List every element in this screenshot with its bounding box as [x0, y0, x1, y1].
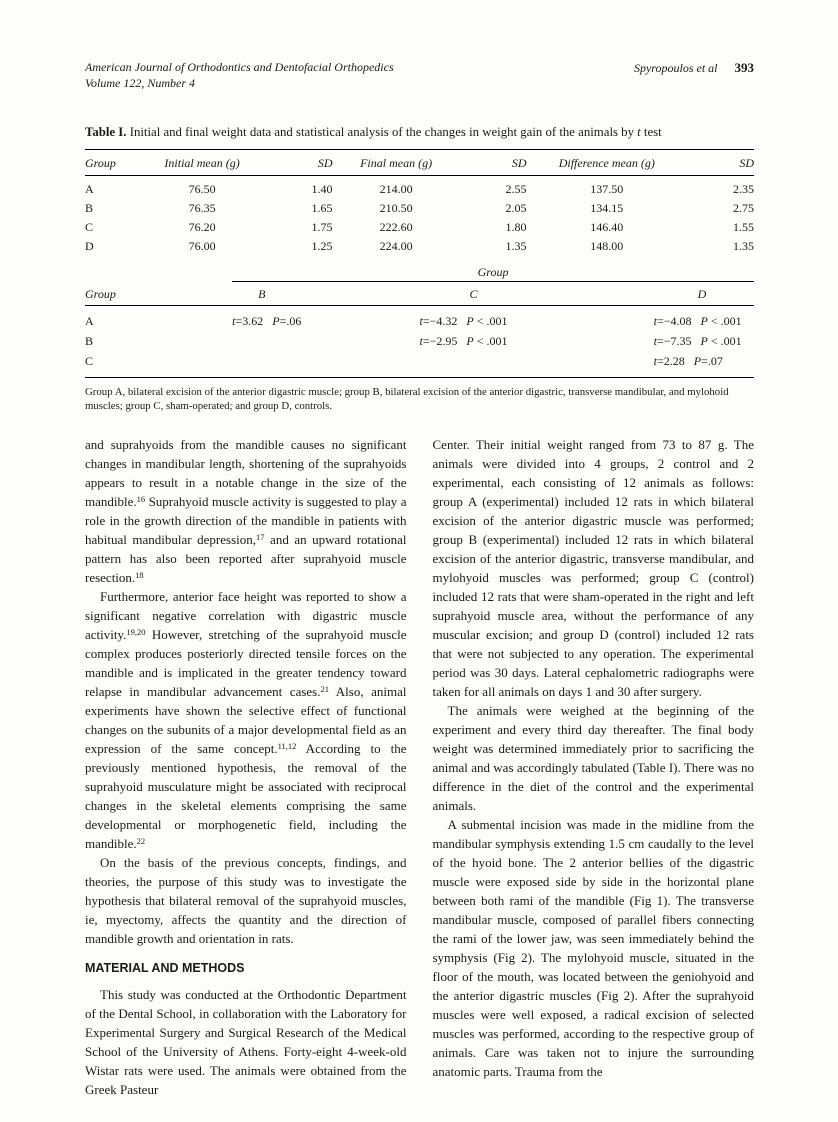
reference-superscript: 21 [320, 684, 329, 694]
value-cell: 1.35 [733, 239, 754, 253]
table-label: Table I. [85, 125, 127, 139]
t-value: t=−2.95 [419, 334, 458, 348]
group-cell: B [85, 334, 94, 348]
caption-text-end: test [640, 125, 662, 139]
value-cell: 76.35 [188, 201, 216, 215]
column-header: Initial mean (g) [139, 150, 266, 176]
group-span-cell [232, 261, 754, 282]
value-cell: 146.40 [590, 220, 624, 234]
reference-superscript: 17 [256, 532, 265, 542]
table-footnote: Group A, bilateral excision of the anterior digastric muscle; group B, bilateral excision of the anterior digastric, transverse mandibular, and mylohoid muscles; group C, sham-operated; and group D, controls. [85, 386, 729, 412]
comparison-row [85, 351, 754, 378]
weight-data-table [85, 149, 754, 261]
value-cell: 148.00 [590, 239, 624, 253]
t-value: t=3.62 [232, 314, 264, 328]
stat-cell [232, 306, 419, 332]
paragraph: Center. Their initial weight ranged from 73 to 87 g. The animals were divided into 4 groups, 2 control and 2 experimental, each consisting of 12 animals as follows: group A (experimental) included 12 rats in which bilateral excision of the anterior digastric muscle was performed; group B (experimental) included 12 rats in which bilateral excision of the anterior digastric, transverse mandibular, and mylohyoid muscles was performed; group C (control) included 12 rats that were sham-operated in the right and left suprahyoid muscle area, without the performance of any muscular excision; and group D (control) included 12 rats that were not subjected to any operation. The experimental period was 30 days. Lateral cephalometric radiographs were taken for all animals on days 1 and 30 after surgery. [432, 437, 754, 699]
page-number: 393 [734, 60, 754, 75]
comparison-row [85, 306, 754, 332]
table-row [85, 237, 754, 262]
value-cell: 224.00 [379, 239, 413, 253]
value-cell: 222.60 [379, 220, 413, 234]
value-cell: 1.65 [311, 201, 333, 215]
stat-cell [419, 351, 653, 378]
t-value: t=−4.08 [653, 314, 692, 328]
journal-title: American Journal of Orthodontics and Dentofacial Orthopedics [85, 60, 394, 74]
table-row [85, 218, 754, 237]
stat-cell [654, 331, 754, 351]
p-value: P=.06 [272, 314, 302, 328]
column-header: Final mean (g) [333, 150, 460, 176]
stat-cell [232, 351, 419, 378]
column-header: Difference mean (g) [527, 150, 688, 176]
value-cell: 134.15 [590, 201, 624, 215]
comparison-header-row [85, 282, 754, 306]
paragraph: The animals were weighed at the beginning of the experiment and every third day thereafter. The final body weight was determined immediately prior to sacrificing the animal and was accordingly tabulated (Table I). There was no difference in the diet of the control and the experimental animals. [432, 703, 754, 813]
value-cell: 76.20 [188, 220, 216, 234]
group-cell: D [85, 239, 94, 253]
running-authors: Spyropoulos et al [633, 61, 718, 75]
running-head [85, 60, 754, 91]
column-header: SD [266, 150, 333, 176]
value-cell: 1.75 [311, 220, 333, 234]
paragraph: Furthermore, anterior face height was reported to show a significant negative correlation with digastric muscle activity.$^{19,20}$ However, stretching of the suprahyoid muscle complex produces posteriorly directed tensile forces on the mandible and is implicated in the greater tendency toward relapse in mandibular advancement cases.$^{21}$ Also, animal experiments have shown the selective effect of functional changes on the subunits of a major developmental field as an expression of the same concept.$^{11,12}$ According to the previously mentioned hypothesis, the removal of the suprahyoid musculature might be associated with reciprocal changes in the skeletal elements comprising the same developmental or morphogenetic field, including the mandible.$^{22}$ [85, 589, 407, 851]
value-cell: 137.50 [590, 182, 624, 196]
stat-cell [232, 331, 419, 351]
reference-superscript: 11,12 [277, 741, 297, 751]
column-header: B [232, 282, 419, 306]
caption-text: Initial and final weight data and statistical analysis of the changes in weight gain of the animals by [126, 125, 638, 139]
stat-cell [654, 306, 754, 332]
value-cell: 214.00 [379, 182, 413, 196]
column-header: C [419, 282, 653, 306]
t-value: t=−4.32 [419, 314, 458, 328]
group-cell: A [85, 314, 94, 328]
column-header: SD [460, 150, 527, 176]
table-row [85, 199, 754, 218]
value-cell: 1.40 [311, 182, 333, 196]
value-cell: 210.50 [379, 201, 413, 215]
stat-cell [654, 351, 754, 378]
group-cell: C [85, 354, 94, 368]
group-cell: A [85, 182, 94, 196]
value-cell: 2.55 [505, 182, 527, 196]
weight-table-header-row [85, 150, 754, 176]
value-cell: 76.00 [188, 239, 216, 253]
value-cell: 2.35 [733, 182, 754, 196]
value-cell: 2.05 [505, 201, 527, 215]
reference-superscript: 19,20 [126, 627, 146, 637]
comparison-row [85, 331, 754, 351]
running-head-right [634, 60, 754, 77]
body-columns [85, 435, 754, 1099]
value-cell: 76.50 [188, 182, 216, 196]
column-right [433, 435, 755, 1099]
paragraph: A submental incision was made in the midline from the mandibular symphysis extending 1.5 cm caudally to the level of the hyoid bone. The 2 anterior bellies of the digastric muscle were exposed side by side in the horizontal plane between both rami of the mandible (Fig 1). The transverse mandibular muscle, composed of parallel fibers connecting the rami of the lower jaw, was seen immediately behind the symphysis (Fig 2). The mylohyoid muscle, situated in the floor of the mouth, was located between the geniohyoid and the anterior digastric muscles (Fig 2). After the suprahyoid muscles were well exposed, a radical excision of selected muscles was performed, according to the respective group of animals. Care was taken not to injure the surrounding anatomic parts. Trauma from the [432, 817, 754, 1079]
p-value: P < .001 [466, 334, 508, 348]
caption-italic-t: t [637, 125, 641, 139]
column-header: Group [85, 282, 232, 306]
t-value: t=2.28 [653, 354, 685, 368]
paragraph: On the basis of the previous concepts, findings, and theories, the purpose of this study was to investigate the hypothesis that bilateral removal of the suprahyoid muscles, ie, myectomy, affects the quantity and the direction of mandible growth and orientation in rats. [85, 855, 407, 946]
table-caption [85, 125, 754, 140]
journal-issue: Volume 122, Number 4 [85, 75, 195, 90]
empty-cell [85, 261, 232, 282]
reference-superscript: 18 [135, 570, 144, 580]
value-cell: 1.35 [505, 239, 527, 253]
value-cell: 2.75 [733, 201, 754, 215]
column-header: Group [85, 150, 139, 176]
value-cell: 1.80 [505, 220, 527, 234]
reference-superscript: 16 [136, 494, 146, 504]
value-cell: 1.25 [311, 239, 333, 253]
t-value: t=−7.35 [653, 334, 692, 348]
p-value: P < .001 [700, 314, 742, 328]
paragraph: This study was conducted at the Orthodontic Department of the Dental School, in collaboration with the Laboratory for Experimental Surgery and Surgical Research of the Medical School of the University of Athens. Forty-eight 4-week-old Wistar rats were used. The animals were obtained from the Greek Pasteur [85, 987, 407, 1097]
span-header-row [85, 261, 754, 282]
group-span-label: Group [477, 265, 509, 279]
column-header: SD [687, 150, 754, 176]
section-heading: MATERIAL AND METHODS [85, 961, 245, 975]
table-row [85, 176, 754, 199]
journal-info [85, 60, 394, 91]
group-cell: C [85, 220, 94, 234]
group-cell: B [85, 201, 94, 215]
value-cell: 1.55 [733, 220, 754, 234]
table-1-block [85, 125, 754, 413]
stat-cell [419, 331, 653, 351]
p-value: P=.07 [693, 354, 723, 368]
stat-cell [419, 306, 653, 332]
column-left [85, 435, 407, 1099]
column-header: D [654, 282, 754, 306]
ttest-table [85, 261, 754, 378]
p-value: P < .001 [466, 314, 508, 328]
reference-superscript: 22 [136, 836, 146, 846]
paragraph: and suprahyoids from the mandible causes no significant changes in mandibular length, shortening of the suprahyoids appears to result in a notable change in the size of the mandible.$^{16}$ Suprahyoid muscle activity is suggested to play a role in the growth direction of the mandible in patients with habitual mandibular depression,$^{17}$ and an upward rotational pattern has also been reported after suprahyoid muscle resection.$^{18}$ [85, 437, 407, 585]
p-value: P < .001 [700, 334, 742, 348]
